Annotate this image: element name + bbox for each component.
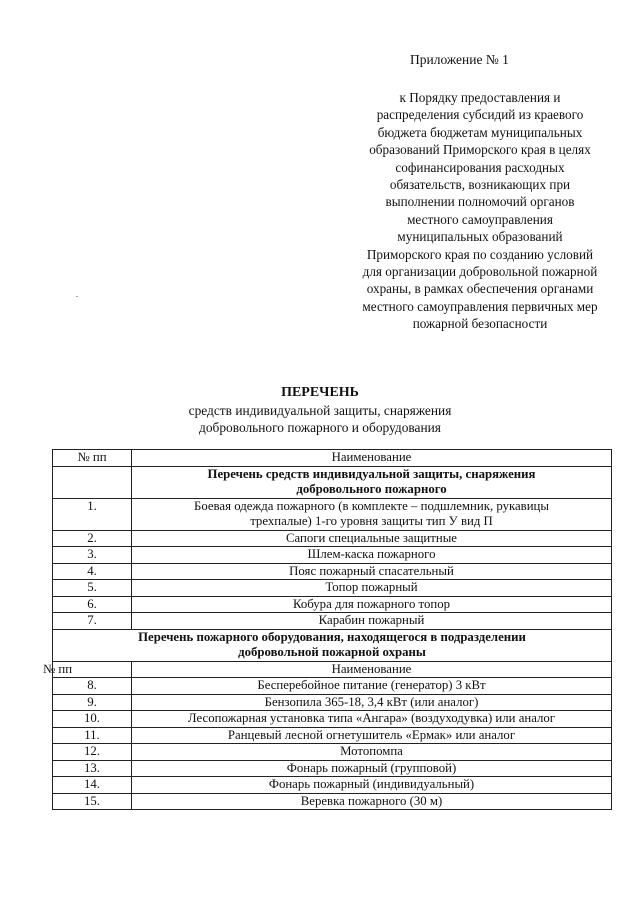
row-num: 7. [53,613,132,630]
row-name: Шлем-каска пожарного [132,547,612,564]
header-name: Наименование [132,661,612,678]
heading-title: ПЕРЕЧЕНЬ [281,385,359,400]
table-row [53,694,612,711]
appendix-line: софинансирования расходных [395,159,565,175]
table-row [53,760,612,777]
table-row [53,547,612,564]
row-name: Лесопожарная установка типа «Ангара» (воздуходувка) или аналог [132,711,612,728]
table-row [53,711,612,728]
appendix-line: бюджета бюджетам муниципальных [377,124,583,140]
row-name: Бесперебойное питание (генератор) 3 кВт [132,678,612,695]
row-num: 15. [53,793,132,810]
row-name: Веревка пожарного (30 м) [132,793,612,810]
row-name-line: трехпалые) 1-го уровня защиты тип У вид П [250,514,493,528]
appendix-line: выполнении полномочий органов [385,194,575,210]
table-row [53,613,612,630]
section-row-equipment [53,629,612,661]
heading-subtitle-line2: добровольного пожарного и оборудования [199,420,441,435]
table-row [53,744,612,761]
row-name: Ранцевый лесной огнетушитель «Ермак» или аналог [132,727,612,744]
appendix-line: местного самоуправления первичных мер [362,298,598,314]
table-row [53,596,612,613]
table-row [53,498,612,530]
row-num: 9. [53,694,132,711]
row-name: Топор пожарный [132,580,612,597]
appendix-line: распределения субсидий из краевого [376,107,584,123]
appendix-line: пожарной безопасности [412,316,548,332]
row-num: 4. [53,563,132,580]
table-row [53,777,612,794]
appendix-title: Приложение № 1 [410,52,509,67]
section-title-equipment [53,629,612,661]
section-title-line: добровольной пожарной охраны [238,645,426,659]
appendix-line: для организации добровольной пожарной [362,264,598,280]
row-name: Карабин пожарный [132,613,612,630]
table-row [53,580,612,597]
section-title-line: Перечень средств индивидуальной защиты, снаряжения [207,466,536,481]
document-heading [0,384,640,436]
row-name: Кобура для пожарного топор [132,596,612,613]
table-header-row [53,450,612,467]
section-row-ppe [53,466,612,498]
row-num: 6. [53,596,132,613]
appendix-text [334,89,626,333]
row-num: 13. [53,760,132,777]
appendix-line: охраны, в рамках обеспечения органами [366,281,594,297]
equipment-table [43,449,612,810]
table-header-row [53,661,612,678]
row-num: 12. [53,744,132,761]
appendix-line: обязательств, возникающих при [389,177,571,193]
header-num: № пп [53,450,132,467]
row-num: 3. [53,547,132,564]
row-num: 14. [53,777,132,794]
row-num: 5. [53,580,132,597]
appendix-line: Приморского края по созданию условий [366,246,594,262]
appendix-line: образований Приморского края в целях [369,142,591,158]
section-empty-cell [53,466,132,498]
appendix-line: местного самоуправления [407,211,553,227]
table-row [53,678,612,695]
appendix-line: к Порядку предоставления и [399,90,561,105]
appendix-line: муниципальных образований [397,229,563,245]
header-name: Наименование [132,450,612,467]
table-row [53,563,612,580]
row-num: 2. [53,530,132,547]
row-name: Сапоги специальные защитные [132,530,612,547]
row-num: 1. [53,498,132,530]
row-name-line: Боевая одежда пожарного (в комплекте – подшлемник, рукавицы [193,498,550,513]
row-name [132,498,612,530]
table-row [53,530,612,547]
section-title-line: Перечень пожарного оборудования, находящегося в подразделении [138,629,526,644]
table-row [53,727,612,744]
table-row [53,793,612,810]
row-name: Пояс пожарный спасательный [132,563,612,580]
section-title-line: добровольного пожарного [296,482,447,496]
header-num: № пп [39,661,118,678]
row-name: Фонарь пожарный (групповой) [132,760,612,777]
heading-subtitle-line1: средств индивидуальной защиты, снаряжения [188,403,452,418]
row-num: 11. [53,727,132,744]
row-name: Мотопомпа [132,744,612,761]
row-name: Фонарь пожарный (индивидуальный) [132,777,612,794]
scan-speck [76,296,78,297]
row-num: 8. [53,678,132,695]
section-title-ppe [132,466,612,498]
row-num: 10. [53,711,132,728]
row-name: Бензопила 365-18, 3,4 кВт (или аналог) [132,694,612,711]
